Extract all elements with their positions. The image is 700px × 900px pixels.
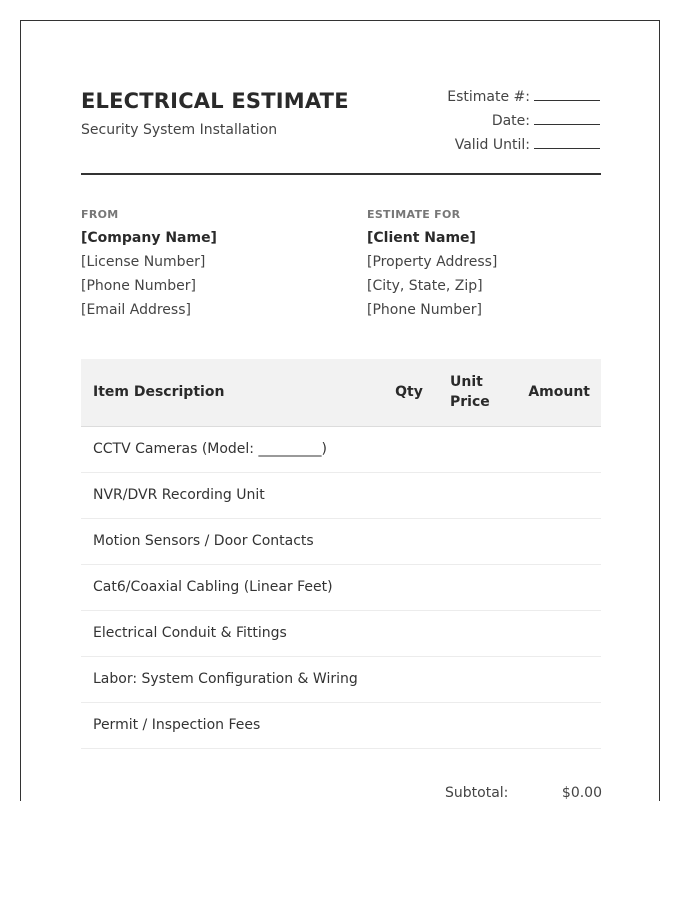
date-field[interactable] [534,110,600,125]
estimate-for-label: ESTIMATE FOR [367,208,461,221]
company-name: [Company Name] [81,230,217,246]
table-row [81,518,601,564]
from-label: FROM [81,208,119,221]
row-unit-price[interactable] [438,472,510,518]
estimate-meta [447,85,600,157]
table-row [81,426,601,472]
header-unit-price [438,359,510,426]
row-amount[interactable] [510,610,601,656]
header-unit-price-line1: Unit [450,374,483,391]
row-description[interactable]: Motion Sensors / Door Contacts [81,518,380,564]
city-state-zip: [City, State, Zip] [367,278,483,294]
subtotal-label: Subtotal: [445,785,509,801]
table-row [81,610,601,656]
document-title: ELECTRICAL ESTIMATE [81,89,349,113]
row-qty[interactable] [380,518,438,564]
property-address: [Property Address] [367,254,498,270]
row-description[interactable]: NVR/DVR Recording Unit [81,472,380,518]
row-unit-price[interactable] [438,702,510,748]
row-qty[interactable] [380,426,438,472]
client-name: [Client Name] [367,230,476,246]
date-row [447,109,600,133]
header-item-description: Item Description [81,359,380,426]
table-row [81,702,601,748]
row-qty[interactable] [380,656,438,702]
row-description[interactable]: CCTV Cameras (Model: _________) [81,426,380,472]
table-header [81,359,601,426]
client-phone: [Phone Number] [367,302,482,318]
header-amount: Amount [510,359,601,426]
row-amount[interactable] [510,656,601,702]
row-description[interactable]: Permit / Inspection Fees [81,702,380,748]
row-qty[interactable] [380,564,438,610]
date-label: Date: [491,113,530,129]
estimate-for-block [367,208,497,322]
table-row [81,472,601,518]
row-unit-price[interactable] [438,610,510,656]
table-header-row [81,359,601,426]
row-unit-price[interactable] [438,426,510,472]
license-number: [License Number] [81,254,206,270]
row-description[interactable]: Labor: System Configuration & Wiring [81,656,380,702]
valid-until-label: Valid Until: [454,137,530,153]
table-body [81,426,601,748]
header-unit-price-line2: Price [450,394,490,411]
line-items-table [81,359,601,749]
row-amount[interactable] [510,702,601,748]
row-unit-price[interactable] [438,656,510,702]
row-amount[interactable] [510,426,601,472]
row-amount[interactable] [510,518,601,564]
row-unit-price[interactable] [438,518,510,564]
row-qty[interactable] [380,610,438,656]
row-amount[interactable] [510,564,601,610]
subtotal-value: $0.00 [561,785,602,801]
document-subtitle: Security System Installation [81,122,278,138]
estimate-number-field[interactable] [534,86,600,101]
company-phone: [Phone Number] [81,278,196,294]
row-description[interactable]: Cat6/Coaxial Cabling (Linear Feet) [81,564,380,610]
from-block [81,208,217,322]
estimate-number-label: Estimate #: [447,89,530,105]
estimate-number-row [447,85,600,109]
row-amount[interactable] [510,472,601,518]
valid-until-row [447,133,600,157]
header-divider [81,173,601,175]
table-row [81,564,601,610]
estimate-page [20,20,660,801]
row-unit-price[interactable] [438,564,510,610]
header-qty: Qty [380,359,438,426]
company-email: [Email Address] [81,302,191,318]
valid-until-field[interactable] [534,134,600,149]
row-description[interactable]: Electrical Conduit & Fittings [81,610,380,656]
row-qty[interactable] [380,472,438,518]
table-row [81,656,601,702]
row-qty[interactable] [380,702,438,748]
